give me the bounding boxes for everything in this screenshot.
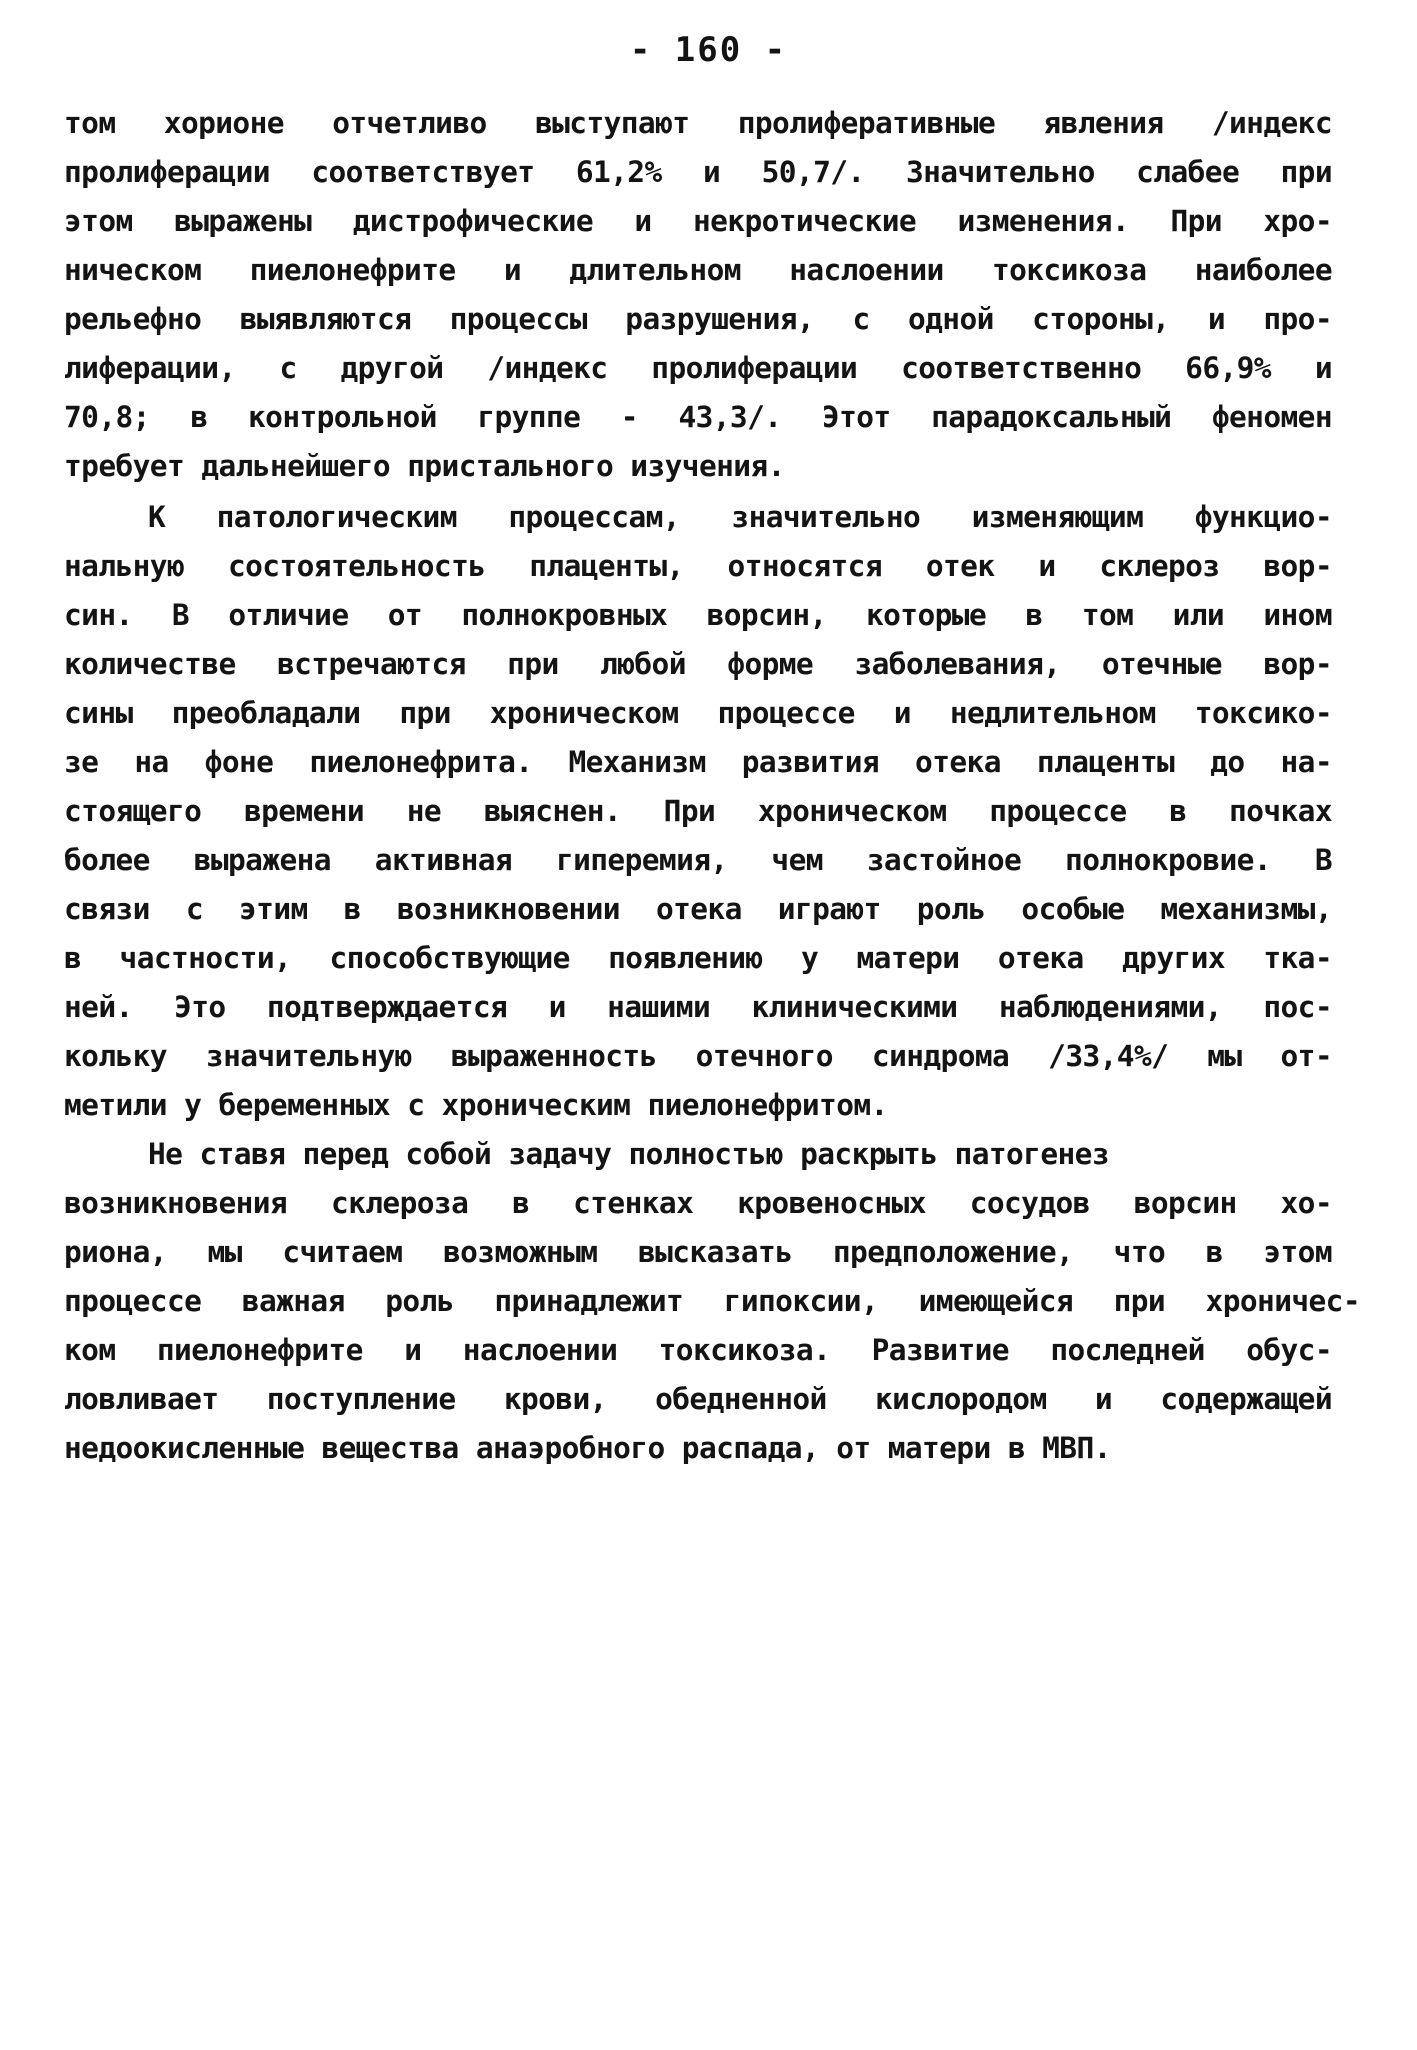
paragraph-2-line-4: количестве встречаются при любой форме заболевания, отечные вор- xyxy=(64,647,1332,681)
paragraph-2-line-2: нальную состоятельность плаценты, относятся отек и склероз вор- xyxy=(64,549,1332,583)
paragraph-2-line-10: в частности, способствующие появлению у матери отека других тка- xyxy=(64,941,1332,975)
paragraph-3-line-2: возникновения склероза в стенках кровеносных сосудов ворсин хо- xyxy=(64,1186,1332,1220)
paragraph-1-line-1: том хорионе отчетливо выступают пролиферативные явления /индекс xyxy=(64,106,1332,140)
paragraph-2-line-13: метили у беременных с хроническим пиелонефритом. xyxy=(64,1088,888,1122)
paragraph-2-line-11: ней. Это подтверждается и нашими клиническими наблюдениями, пос- xyxy=(64,990,1332,1024)
paragraph-3-line-1: Не ставя перед собой задачу полностью раскрыть патогенез xyxy=(148,1137,1109,1171)
paragraph-2-line-1: К патологическим процессам, значительно изменяющим функцио- xyxy=(148,500,1332,534)
paragraph-3-line-5: ком пиелонефрите и наслоении токсикоза. Развитие последней обус- xyxy=(64,1333,1332,1367)
paragraph-1-line-4: ническом пиелонефрите и длительном наслоении токсикоза наиболее xyxy=(64,253,1332,287)
paragraph-2-line-6: зе на фоне пиелонефрита. Механизм развития отека плаценты до на- xyxy=(64,745,1332,779)
paragraph-1-line-7: 70,8; в контрольной группе - 43,3/. Этот парадоксальный феномен xyxy=(64,400,1332,434)
paragraph-2-line-9: связи с этим в возникновении отека играют роль особые механизмы, xyxy=(64,892,1332,926)
paragraph-3-line-3: риона, мы считаем возможным высказать предположение, что в этом xyxy=(64,1235,1332,1269)
paragraph-3-line-6: ловливает поступление крови, обедненной кислородом и содержащей xyxy=(64,1382,1332,1416)
paragraph-2-line-5: сины преобладали при хроническом процессе и недлительном токсико- xyxy=(64,696,1332,730)
paragraph-3-line-7: недоокисленные вещества анаэробного распада, от матери в МВП. xyxy=(64,1431,1111,1465)
paragraph-2-line-7: стоящего времени не выяснен. При хроническом процессе в почках xyxy=(64,794,1332,828)
paragraph-1-line-3: этом выражены дистрофические и некротические изменения. При хро- xyxy=(64,204,1332,238)
paragraph-1-line-6: лиферации, с другой /индекс пролиферации соответственно 66,9% и xyxy=(64,351,1332,385)
paragraph-3-line-4: процессе важная роль принадлежит гипоксии, имеющейся при хроничес- xyxy=(64,1284,1360,1318)
paragraph-2-line-12: кольку значительную выраженность отечного синдрома /33,4%/ мы от- xyxy=(64,1039,1332,1073)
paragraph-1-line-5: рельефно выявляются процессы разрушения, с одной стороны, и про- xyxy=(64,302,1332,336)
paragraph-1-line-8: требует дальнейшего пристального изучения. xyxy=(64,449,785,483)
paragraph-1-line-2: пролиферации соответствует 61,2% и 50,7/. Значительно слабее при xyxy=(64,155,1332,189)
paragraph-2-line-8: более выражена активная гиперемия, чем застойное полнокровие. В xyxy=(64,843,1332,877)
page-number: - 160 - xyxy=(629,30,788,70)
paragraph-2-line-3: син. В отличие от полнокровных ворсин, которые в том или ином xyxy=(64,598,1332,632)
